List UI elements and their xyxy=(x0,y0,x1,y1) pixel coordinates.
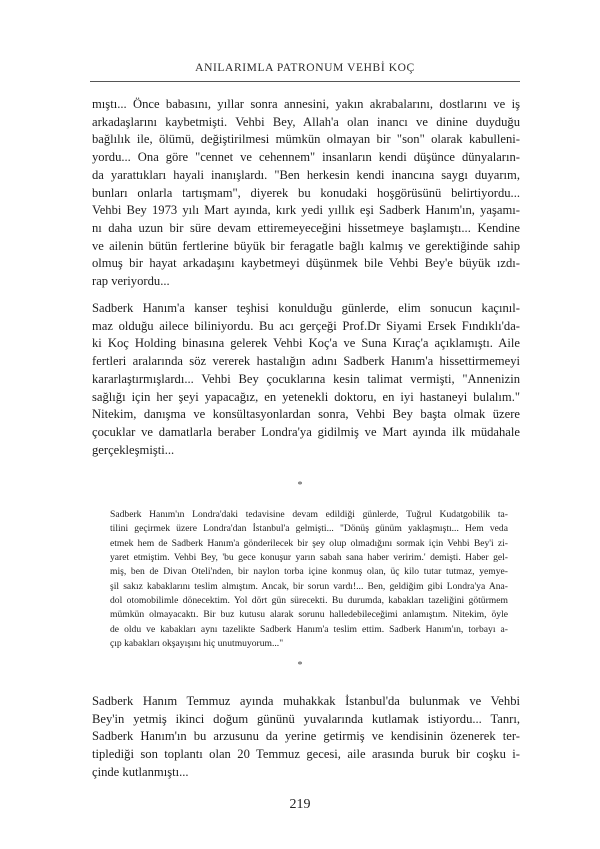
paragraph-3 xyxy=(92,693,520,782)
paragraph-line: çinde kutlanmıştı... xyxy=(92,764,189,779)
paragraph-line: Bey'in yetmiş ikinci doğum gününü yuvalarında kutlamak istiyordu... Tanrı, xyxy=(92,711,520,726)
paragraph-line: Sadberk Hanım'a kanser teşhisi konulduğu günlerde, elim sonucun kaçınıl- xyxy=(92,301,520,315)
paragraph-line: Sadberk Hanım Temmuz ayında muhakkak İstanbul'da bulunmak ve Vehbi xyxy=(92,694,520,708)
paragraph-line: Nitekim, danışma ve konsültasyonlardan sonra, Vehbi Bey başta olmak üzere xyxy=(92,407,520,422)
paragraph-2 xyxy=(92,300,520,459)
paragraph-line: nı daha uzun bir süre devam ettiremeyeceğini hissetmeye başlamıştı... Kendine xyxy=(92,220,520,235)
quote-line: şil sakız kabaklarını teslim almıştım. Ancak, bir sorun vardı!... Ben, geldiğim gibi Londra'ya Ana- xyxy=(110,580,508,592)
paragraph-line: bağlılık ile, ölümü, değiştirilmesi mümkün olmayan bir "son" olarak kabulleni- xyxy=(92,132,520,147)
paragraph-line: gerçekleşmişti... xyxy=(92,442,175,457)
paragraph-line: yordu... Ona göre "cennet ve cehennem" insanların kendi düşünce dünyaların- xyxy=(92,150,520,165)
paragraph-line: Sadberk Hanım'ın bu arzusunu da yerine getirmiş ve kendisinin özenerek ter- xyxy=(92,729,520,744)
section-separator-bottom: * xyxy=(297,660,303,671)
quote-line: çıp kabakları okşayışını hiç unutmuyorum..." xyxy=(110,638,284,650)
paragraph-line: ki Koç Holding binasına gelerek Vehbi Koç'a ve Suna Kıraç'a açıklamıştı. Aile xyxy=(92,336,520,351)
quote-line: de oldu ve kabakları aynı tazelikte Sadberk Hanım'a teslim ettim. Sadberk Hanım'ın, torbayı a- xyxy=(110,623,508,635)
paragraph-line: çocuklar ve damatlarla beraber Londra'ya gidilmiş ve Mart ayında ilk müdahale xyxy=(92,424,520,439)
header-divider xyxy=(90,81,520,82)
paragraph-line: ve ailenin bütün fertlerine büyük bir feragatle bağlı kalmış ve gerektiğinde sahip xyxy=(92,238,520,253)
paragraph-line: Vehbi Bey 1973 yılı Mart ayında, kırk yedi yıllık eşi Sadberk Hanım'ın, yaşamı- xyxy=(92,203,520,218)
quote-line: tilini geçirmek üzere Londra'dan İstanbul'a gelmişti... "Dönüş günüm yaklaşmıştı... Hem veda xyxy=(110,523,508,535)
quote-line: etmek hem de Sadberk Hanım'a gönderilecek bir şey olup olmadığını sormak için Vehbi Bey'i zi- xyxy=(110,537,508,549)
paragraph-line: da yarattıkları hayali inanışlardı. "Ben herkesin kendi inancına saygı duyarım, xyxy=(92,167,520,182)
block-quote xyxy=(110,508,508,651)
paragraph-line: kararlaştırmışlardı... Vehbi Bey çocuklarına kesin talimat vermişti, "Annenizin xyxy=(92,371,520,386)
quote-line: yaret etmiştim. Vehbi Bey, 'bu gece konuşur yarın sabah sana haber veririm.' demişti. Haber gel- xyxy=(110,552,508,564)
paragraph-line: olmuş bir hayat arkadaşını kaybetmeyi düşünmek bile Vehbi Bey'e büyük ızdı- xyxy=(92,256,520,271)
paragraph-line: arkadaşlarını kaybetmişti. Vehbi Bey, Allah'a olan inancı ve dinine duyduğu xyxy=(92,114,520,129)
paragraph-line: maz olduğu ailece biliniyordu. Bu acı gerçeği Prof.Dr Siyami Ersek Fındıklı'da- xyxy=(92,318,520,333)
page-number: 219 xyxy=(289,797,311,812)
quote-line: Sadberk Hanım'ın Londra'daki tedavisine devam edildiği günlerde, Tuğrul Kudatgobilik ta- xyxy=(110,509,508,520)
section-separator-top: * xyxy=(297,480,303,491)
paragraph-line: bunları onlarla tartışmam", diyerek bu konudaki hoşgörüsünü belirtiyordu... xyxy=(92,185,520,200)
paragraph-line: rap veriyordu... xyxy=(92,274,170,289)
paragraph-line: mıştı... Önce babasını, yıllar sonra annesini, yakın akrabalarını, dostlarını ve iş xyxy=(92,97,520,111)
running-header: ANILARIMLA PATRONUM VEHBİ KOÇ xyxy=(195,62,415,74)
quote-line: miş, ben de Divan Oteli'nden, bir naylon torba içine konmuş olan, üç kilo tutar tutmaz, yemye- xyxy=(110,566,508,578)
quote-line: mümkün olmayacaktı. Bir buz kutusu alarak sorunu halledebileceğimi anlamıştım. Nitekim, öyle xyxy=(110,609,508,621)
paragraph-1 xyxy=(92,96,520,291)
paragraph-line: sağlığı için her şeyi yapacağız, en yetenekli doktoru, en iyi hastaneyi bulalım." xyxy=(92,389,520,404)
quote-line: dol otomobilimle dönecektim. Yol dört gün sürecekti. Bu durumda, kabakları tazeliğini götürmem xyxy=(110,595,508,607)
paragraph-line: tiplediği son toplantı olan 20 Temmuz gecesi, aile arasında buruk bir coşku i- xyxy=(92,747,520,762)
paragraph-line: fertleri aralarında söz vererek hastalığın adını Sadberk Hanım'a hissettirmemeyi xyxy=(92,354,520,369)
